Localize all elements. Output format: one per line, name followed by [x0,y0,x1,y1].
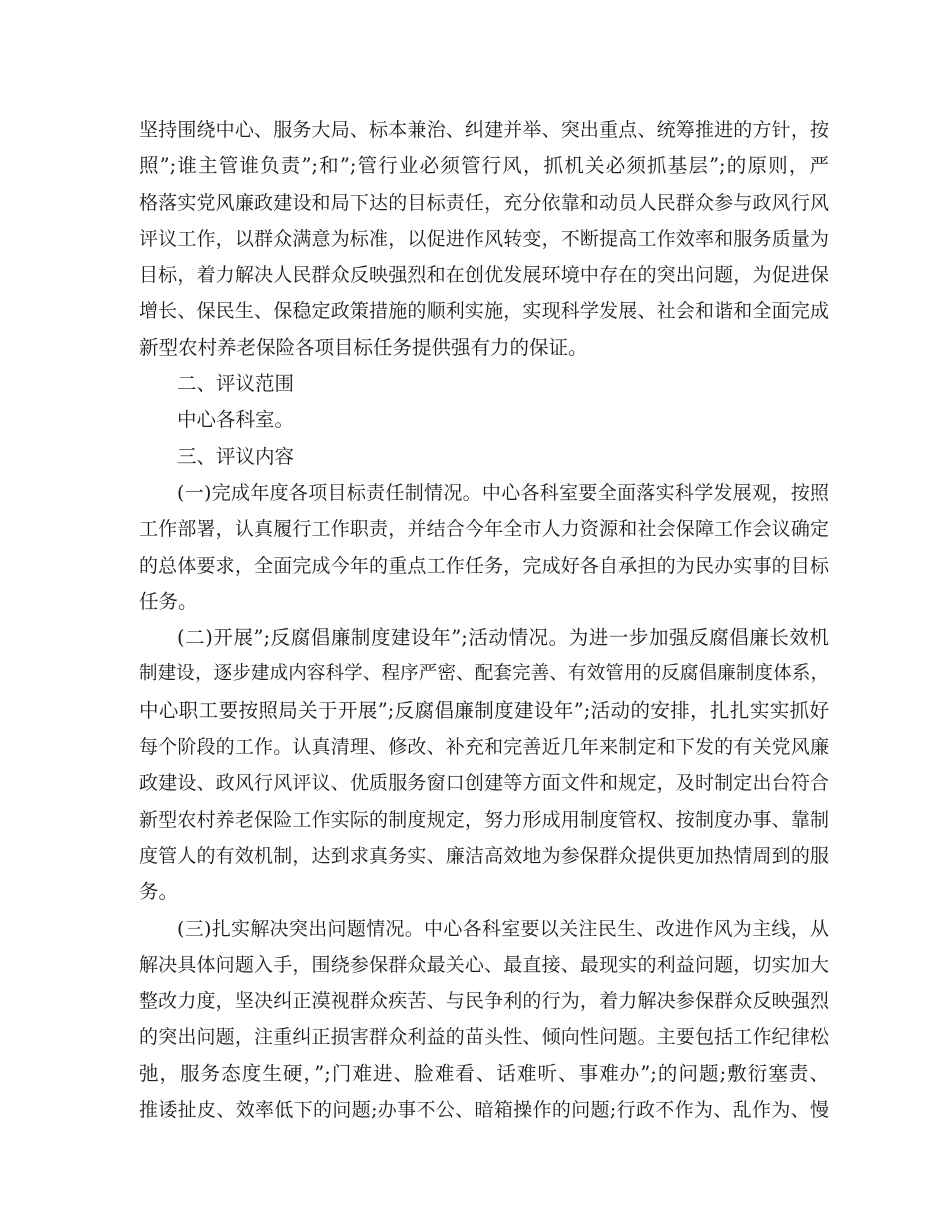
text-line: 解决具体问题入手，围绕参保群众最关心、最直接、最现实的利益问题，切实加大 [139,953,829,976]
text-line: 中心职工要按照局关于开展”;反腐倡廉制度建设年”;活动的安排，扎扎实实抓好 [139,698,829,722]
text-line: 增长、保民生、保稳定政策措施的顺利实施，实现科学发展、社会和谐和全面完成 [139,300,829,323]
text-line: (二)开展”;反腐倡廉制度建设年”;活动情况。为进一步加强反腐倡廉长效机 [177,626,829,650]
text-line: 照”;谁主管谁负责”;和”;管行业必须管行风，抓机关必须抓基层”;的原则，严 [139,154,829,178]
document-body [139,112,829,1128]
text-line: 新型农村养老保险工作实际的制度规定，努力形成用制度管权、按制度办事、靠制 [139,808,829,831]
text-line: 弛，服务态度生硬，”;门难进、脸难看、话难听、事难办”;的问题;敷衍塞责、 [139,1061,829,1085]
text-line: 工作部署，认真履行工作职责，并结合今年全市人力资源和社会保障工作会议确定 [139,518,829,541]
text-line: 二、评议范围 [177,372,295,396]
text-line: (三)扎实解决突出问题情况。中心各科室要以关注民生、改进作风为主线，从 [177,917,829,940]
text-line: 的总体要求，全面完成今年的重点工作任务，完成好各自承担的为民办实事的目标 [139,554,829,577]
text-line: 政建设、政风行风评议、优质服务窗口创建等方面文件和规定，及时制定出台符合 [139,772,829,795]
text-line: 制建设，逐步建成内容科学、程序严密、配套完善、有效管用的反腐倡廉制度体系， [139,663,829,685]
text-line: 中心各科室。 [177,408,295,432]
text-line: 每个阶段的工作。认真清理、修改、补充和完善近几年来制定和下发的有关党风廉 [139,736,829,759]
text-line: 的突出问题，注重纠正损害群众利益的苗头性、倾向性问题。主要包括工作纪律松 [139,1026,829,1049]
text-line: 务。 [139,880,179,904]
text-line: 三、评议内容 [177,444,295,468]
text-line: 评议工作，以群众满意为标准，以促进作风转变，不断提高工作效率和服务质量为 [139,227,829,250]
text-line: 任务。 [139,589,198,613]
text-line: 新型农村养老保险各项目标任务提供强有力的保证。 [139,335,588,359]
text-line: 推诿扯皮、效率低下的问题;办事不公、暗箱操作的问题;行政不作为、乱作为、慢 [139,1099,829,1122]
text-line: (一)完成年度各项目标责任制情况。中心各科室要全面落实科学发展观，按照 [177,481,829,504]
text-line: 度管人的有效机制，达到求真务实、廉洁高效地为参保群众提供更加热情周到的服 [139,844,829,867]
text-line: 坚持围绕中心、服务大局、标本兼治、纠建并举、突出重点、统筹推进的方针，按 [139,119,829,141]
text-line: 目标，着力解决人民群众反映强烈和在创优发展环境中存在的突出问题，为促进保 [139,264,829,287]
text-line: 整改力度，坚决纠正漠视群众疾苦、与民争利的行为，着力解决参保群众反映强烈 [139,990,829,1013]
text-line: 格落实党风廉政建设和局下达的目标责任，充分依靠和动员人民群众参与政风行风 [139,191,829,214]
